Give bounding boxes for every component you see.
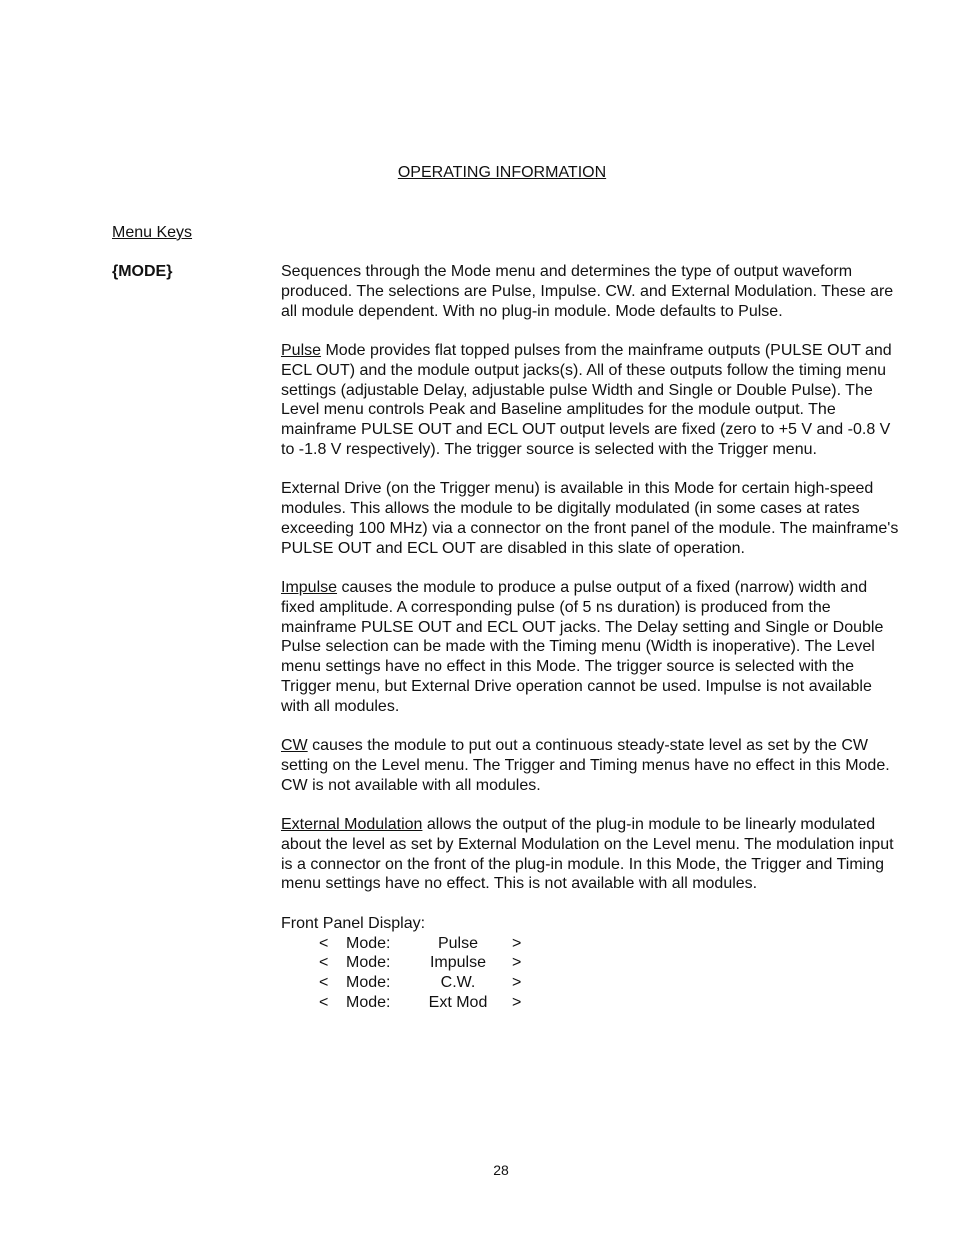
display-label: Mode: [346,993,391,1011]
cw-paragraph [281,736,901,795]
external-modulation-body: allows the output of the plug-in module to be linearly modulated about the level as set by External Modulation on the Level menu. The modulation input is a connector on the front of the plug-in module. In this Mode, the Trigger and Timing menu settings have no effect. This is not available with all modules. [281,816,894,893]
page-title: OPERATING INFORMATION [397,164,607,181]
impulse-term: Impulse [281,579,338,596]
impulse-paragraph [281,578,901,716]
display-value: Impulse [429,954,487,972]
intro-paragraph: Sequences through the Mode menu and determines the type of output waveform produced. The selections are Pulse, Impulse. CW. and External Modulation. These are all module dependent. With no plug-in module. Mode defaults to Pulse. [281,263,894,320]
pulse-term: Pulse [281,342,322,359]
display-row [281,993,901,1013]
left-arrow-glyph: < [319,974,329,991]
front-panel-display-caption: Front Panel Display: [281,914,426,932]
cw-term: CW [281,737,308,754]
right-arrow-glyph: > [512,934,522,952]
external-drive-paragraph: External Drive (on the Trigger menu) is available in this Mode for certain high-speed modules. This allows the module to be digitally modulated (in some cases at rates exceeding 100 MHz) via a connector on the front panel of the module. The mainframe's PULSE OUT and ECL OUT are disabled in this slate of operation. [281,480,899,557]
section-heading: Menu Keys [112,224,193,241]
pulse-body: Mode provides flat topped pulses from the mainframe outputs (PULSE OUT and ECL OUT) and the module output jacks(s). All of these outputs follow the timing menu settings (adjustable Delay, adjustable pulse Width and Single or Double Pulse). The Level menu controls Peak and Baseline amplitudes for the module output. The mainframe PULSE OUT and ECL OUT output levels are fixed (zero to +5 V and -0.8 V to -1.8 V respectively). The trigger source is selected with the Trigger menu. [281,342,892,458]
display-row [281,973,901,993]
display-row [281,934,901,954]
pulse-paragraph [281,341,901,460]
external-modulation-term: External Modulation [281,816,423,833]
mode-key-label: {MODE} [112,263,173,280]
right-arrow-glyph: > [512,954,522,972]
display-label: Mode: [346,934,391,952]
cw-body: causes the module to put out a continuous steady-state level as set by the CW setting on the Level menu. The Trigger and Timing menus have no effect in this Mode. CW is not available with all modules. [281,737,890,794]
impulse-body: causes the module to produce a pulse output of a fixed (narrow) width and fixed amplitude. A corresponding pulse (of 5 ns duration) is produced from the mainframe PULSE OUT and ECL OUT jacks. The Delay setting and Single or Double Pulse selection can be made with the Timing menu (Width is inoperative). The Level menu settings have no effect in this Mode. The trigger source is selected with the Trigger menu, but External Drive operation cannot be used. Impulse is not available with all modules. [281,579,884,715]
right-arrow-glyph: > [512,993,522,1011]
display-label: Mode: [346,974,391,991]
left-arrow-glyph: < [319,954,329,972]
external-modulation-paragraph [281,815,901,894]
left-arrow-glyph: < [319,934,329,952]
mode-description [281,262,901,1013]
page-number: 28 [493,1162,509,1178]
left-arrow-glyph: < [319,993,329,1011]
display-label: Mode: [346,954,391,972]
display-value: Ext Mod [428,993,488,1011]
display-value: Pulse [437,934,479,952]
right-arrow-glyph: > [512,974,522,991]
display-row [281,953,901,973]
display-value: C.W. [440,974,476,991]
